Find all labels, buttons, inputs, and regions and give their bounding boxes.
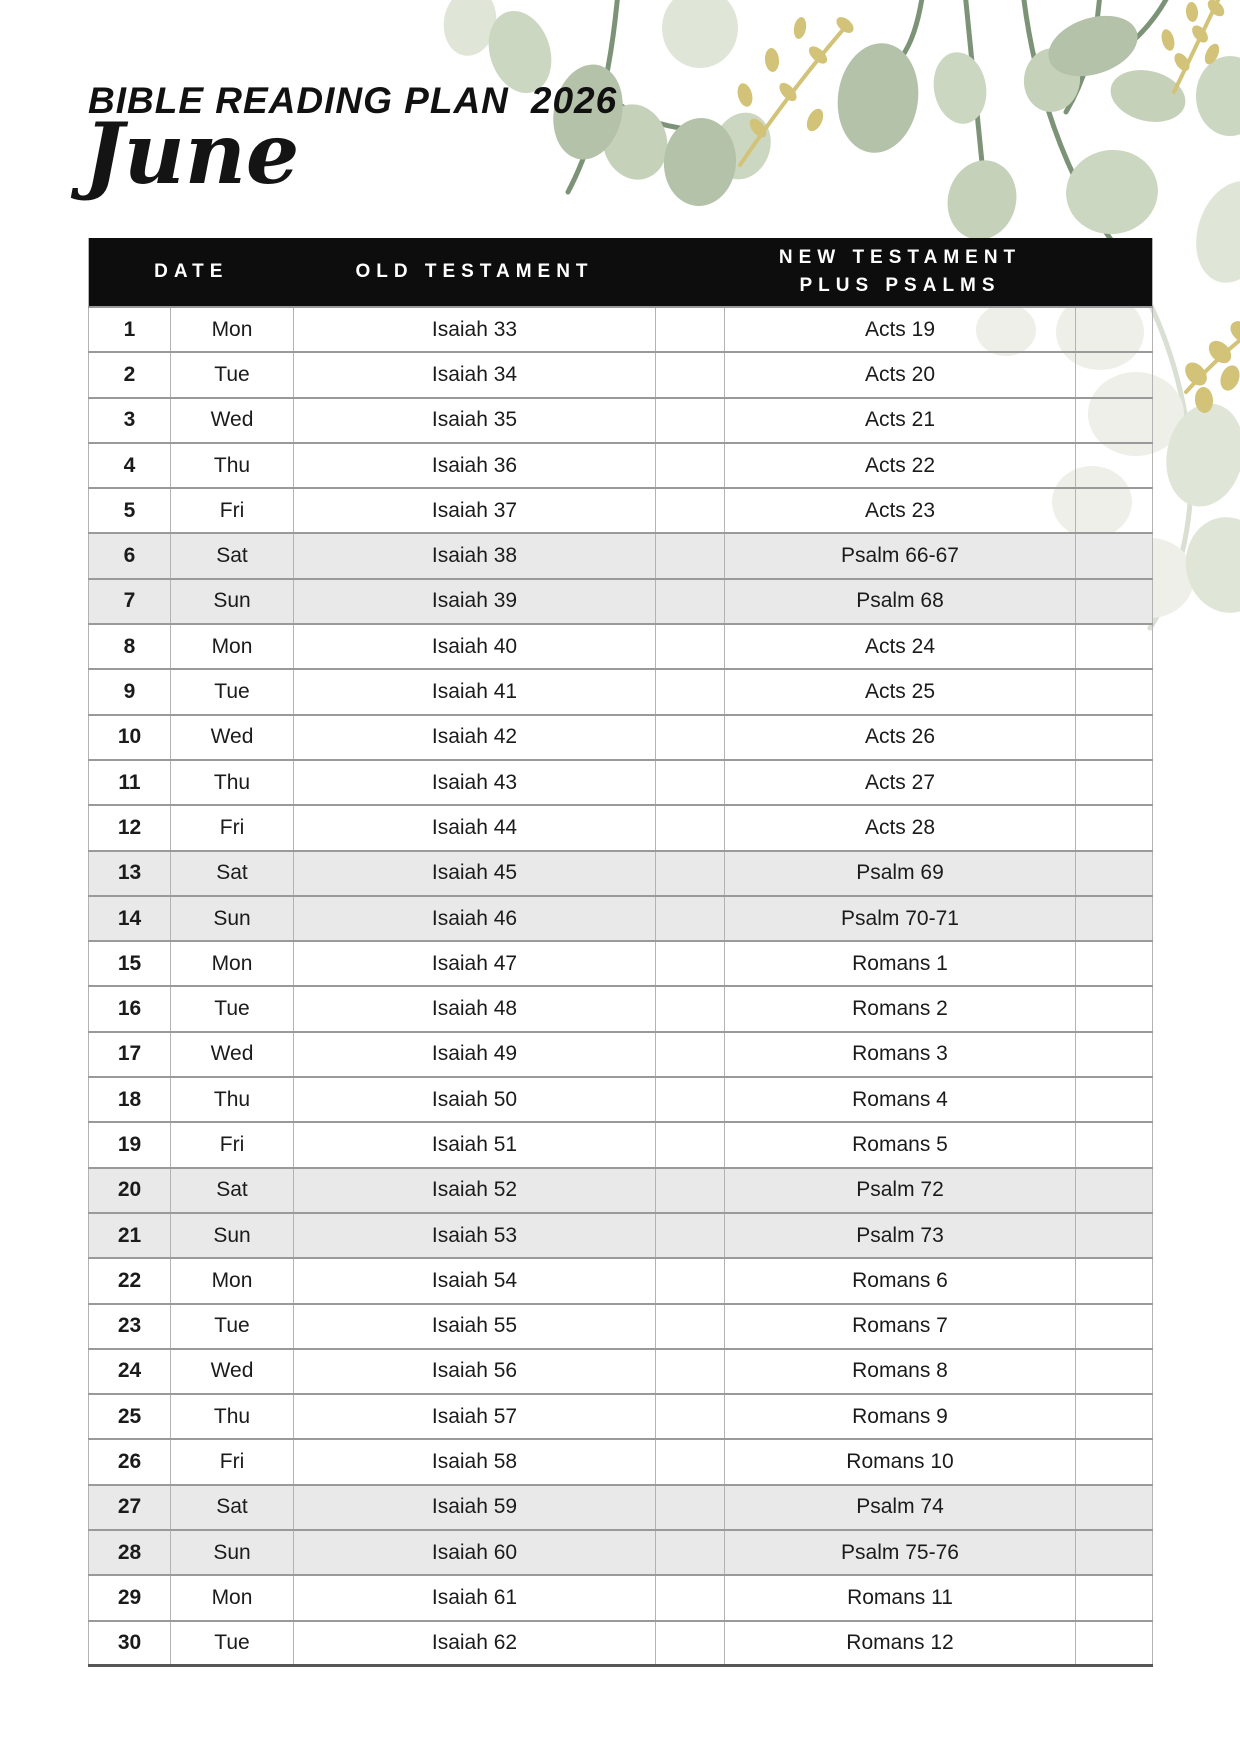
new-testament-cell: Acts 24 xyxy=(725,624,1076,669)
old-testament-cell: Isaiah 57 xyxy=(294,1394,656,1439)
date-cell: 21 xyxy=(89,1213,171,1258)
spacer-cell xyxy=(656,579,725,624)
spacer-cell xyxy=(1076,533,1153,578)
table-row xyxy=(89,1168,1153,1213)
new-testament-cell: Romans 1 xyxy=(725,941,1076,986)
spacer-cell xyxy=(1076,352,1153,397)
new-testament-cell: Acts 28 xyxy=(725,805,1076,850)
old-testament-cell: Isaiah 42 xyxy=(294,715,656,760)
day-cell: Sun xyxy=(171,1530,294,1575)
date-cell: 4 xyxy=(89,443,171,488)
old-testament-cell: Isaiah 36 xyxy=(294,443,656,488)
day-cell: Mon xyxy=(171,624,294,669)
day-cell: Mon xyxy=(171,307,294,352)
spacer-cell xyxy=(656,488,725,533)
date-cell: 24 xyxy=(89,1349,171,1394)
new-testament-cell: Romans 11 xyxy=(725,1575,1076,1620)
new-testament-cell: Psalm 70-71 xyxy=(725,896,1076,941)
new-testament-cell: Psalm 68 xyxy=(725,579,1076,624)
day-cell: Sat xyxy=(171,533,294,578)
new-testament-cell: Romans 2 xyxy=(725,986,1076,1031)
spacer-cell xyxy=(656,1122,725,1167)
table-row xyxy=(89,986,1153,1031)
new-testament-cell: Acts 19 xyxy=(725,307,1076,352)
day-cell: Sun xyxy=(171,579,294,624)
spacer-cell xyxy=(656,398,725,443)
date-cell: 19 xyxy=(89,1122,171,1167)
table-row xyxy=(89,533,1153,578)
spacer-cell xyxy=(656,1575,725,1620)
date-cell: 10 xyxy=(89,715,171,760)
day-cell: Thu xyxy=(171,1394,294,1439)
spacer-cell xyxy=(656,986,725,1031)
spacer-cell xyxy=(656,352,725,397)
date-cell: 2 xyxy=(89,352,171,397)
old-testament-cell: Isaiah 47 xyxy=(294,941,656,986)
table-row xyxy=(89,398,1153,443)
spacer-cell xyxy=(1076,1122,1153,1167)
table-row xyxy=(89,1258,1153,1303)
old-testament-cell: Isaiah 52 xyxy=(294,1168,656,1213)
old-testament-cell: Isaiah 60 xyxy=(294,1530,656,1575)
new-testament-cell: Psalm 75-76 xyxy=(725,1530,1076,1575)
table-row xyxy=(89,805,1153,850)
spacer-cell xyxy=(1076,760,1153,805)
new-testament-cell: Psalm 73 xyxy=(725,1213,1076,1258)
old-testament-cell: Isaiah 35 xyxy=(294,398,656,443)
table-row xyxy=(89,352,1153,397)
table-row xyxy=(89,1122,1153,1167)
new-testament-cell: Acts 21 xyxy=(725,398,1076,443)
old-testament-cell: Isaiah 46 xyxy=(294,896,656,941)
spacer-cell xyxy=(1076,488,1153,533)
new-testament-header-line2: PLUS PSALMS xyxy=(799,275,1001,296)
date-cell: 3 xyxy=(89,398,171,443)
spacer-cell xyxy=(1076,307,1153,352)
spacer-cell xyxy=(1076,669,1153,714)
day-cell: Wed xyxy=(171,1032,294,1077)
new-testament-cell: Romans 3 xyxy=(725,1032,1076,1077)
spacer-cell xyxy=(656,760,725,805)
day-cell: Wed xyxy=(171,715,294,760)
table-row xyxy=(89,1213,1153,1258)
day-cell: Tue xyxy=(171,1621,294,1666)
day-cell: Wed xyxy=(171,398,294,443)
day-cell: Tue xyxy=(171,669,294,714)
new-testament-cell: Romans 12 xyxy=(725,1621,1076,1666)
old-testament-cell: Isaiah 62 xyxy=(294,1621,656,1666)
spacer-cell xyxy=(1076,1530,1153,1575)
day-cell: Wed xyxy=(171,1349,294,1394)
date-cell: 20 xyxy=(89,1168,171,1213)
spacer-cell xyxy=(1076,1394,1153,1439)
spacer-cell xyxy=(1076,1575,1153,1620)
spacer-cell xyxy=(1076,1168,1153,1213)
new-testament-cell: Romans 10 xyxy=(725,1439,1076,1484)
day-cell: Thu xyxy=(171,760,294,805)
day-cell: Sun xyxy=(171,896,294,941)
spacer-cell xyxy=(1076,1304,1153,1349)
day-cell: Fri xyxy=(171,1122,294,1167)
date-cell: 14 xyxy=(89,896,171,941)
new-testament-column-header xyxy=(725,238,1076,307)
table-row xyxy=(89,1439,1153,1484)
date-cell: 29 xyxy=(89,1575,171,1620)
old-testament-cell: Isaiah 41 xyxy=(294,669,656,714)
spacer-cell xyxy=(656,1077,725,1122)
spacer-cell xyxy=(1076,624,1153,669)
table-row xyxy=(89,1485,1153,1530)
new-testament-cell: Romans 5 xyxy=(725,1122,1076,1167)
spacer-cell xyxy=(656,443,725,488)
day-cell: Tue xyxy=(171,1304,294,1349)
old-testament-cell: Isaiah 51 xyxy=(294,1122,656,1167)
day-cell: Tue xyxy=(171,986,294,1031)
spacer-cell xyxy=(656,941,725,986)
old-testament-cell: Isaiah 55 xyxy=(294,1304,656,1349)
date-cell: 13 xyxy=(89,851,171,896)
table-row xyxy=(89,1032,1153,1077)
table-row xyxy=(89,669,1153,714)
date-cell: 1 xyxy=(89,307,171,352)
spacer-cell xyxy=(1076,941,1153,986)
old-testament-cell: Isaiah 38 xyxy=(294,533,656,578)
spacer-cell xyxy=(1076,1213,1153,1258)
spacer-cell xyxy=(656,1304,725,1349)
table-row xyxy=(89,1304,1153,1349)
old-testament-cell: Isaiah 45 xyxy=(294,851,656,896)
date-cell: 5 xyxy=(89,488,171,533)
day-cell: Tue xyxy=(171,352,294,397)
new-testament-cell: Acts 23 xyxy=(725,488,1076,533)
spacer-cell xyxy=(656,715,725,760)
spacer-cell xyxy=(1076,805,1153,850)
new-testament-cell: Acts 22 xyxy=(725,443,1076,488)
table-row xyxy=(89,488,1153,533)
day-cell: Fri xyxy=(171,488,294,533)
new-testament-cell: Romans 7 xyxy=(725,1304,1076,1349)
day-cell: Fri xyxy=(171,1439,294,1484)
spacer-cell xyxy=(656,851,725,896)
old-testament-cell: Isaiah 61 xyxy=(294,1575,656,1620)
table-row xyxy=(89,1349,1153,1394)
table-row xyxy=(89,896,1153,941)
old-testament-cell: Isaiah 49 xyxy=(294,1032,656,1077)
old-testament-cell: Isaiah 33 xyxy=(294,307,656,352)
date-cell: 9 xyxy=(89,669,171,714)
date-cell: 25 xyxy=(89,1394,171,1439)
table-row xyxy=(89,715,1153,760)
date-cell: 27 xyxy=(89,1485,171,1530)
spacer-cell xyxy=(1076,398,1153,443)
table-row xyxy=(89,1530,1153,1575)
table-body xyxy=(89,307,1153,1666)
spacer-cell xyxy=(656,1213,725,1258)
date-cell: 8 xyxy=(89,624,171,669)
spacer-cell xyxy=(1076,1621,1153,1666)
spacer-cell xyxy=(656,1530,725,1575)
day-cell: Thu xyxy=(171,443,294,488)
spacer-cell xyxy=(1076,1077,1153,1122)
day-cell: Sun xyxy=(171,1213,294,1258)
day-cell: Thu xyxy=(171,1077,294,1122)
spacer-cell xyxy=(656,1349,725,1394)
new-testament-cell: Romans 4 xyxy=(725,1077,1076,1122)
table-row xyxy=(89,851,1153,896)
new-testament-cell: Acts 25 xyxy=(725,669,1076,714)
date-cell: 17 xyxy=(89,1032,171,1077)
date-cell: 6 xyxy=(89,533,171,578)
date-column-header: DATE xyxy=(89,238,294,307)
spacer-cell xyxy=(656,896,725,941)
spacer-cell xyxy=(656,624,725,669)
spacer-cell xyxy=(656,669,725,714)
reading-plan-table xyxy=(88,238,1153,1667)
new-testament-cell: Romans 9 xyxy=(725,1394,1076,1439)
spacer-cell xyxy=(1076,896,1153,941)
spacer-cell xyxy=(656,1439,725,1484)
old-testament-cell: Isaiah 39 xyxy=(294,579,656,624)
new-testament-cell: Acts 20 xyxy=(725,352,1076,397)
old-testament-column-header: OLD TESTAMENT xyxy=(294,238,656,307)
new-testament-cell: Acts 27 xyxy=(725,760,1076,805)
spacer-cell xyxy=(1076,1439,1153,1484)
date-cell: 23 xyxy=(89,1304,171,1349)
spacer-cell xyxy=(656,1258,725,1303)
table-row xyxy=(89,760,1153,805)
spacer-cell xyxy=(1076,579,1153,624)
new-testament-header-line1: NEW TESTAMENT xyxy=(778,247,1022,269)
table-row xyxy=(89,1077,1153,1122)
table-header xyxy=(89,238,1153,307)
old-testament-cell: Isaiah 56 xyxy=(294,1349,656,1394)
spacer-cell xyxy=(656,805,725,850)
date-cell: 26 xyxy=(89,1439,171,1484)
old-testament-cell: Isaiah 40 xyxy=(294,624,656,669)
old-testament-cell: Isaiah 48 xyxy=(294,986,656,1031)
month-title: June xyxy=(84,104,300,203)
spacer-cell xyxy=(656,1394,725,1439)
date-cell: 12 xyxy=(89,805,171,850)
new-testament-cell: Acts 26 xyxy=(725,715,1076,760)
table-row xyxy=(89,941,1153,986)
spacer-cell xyxy=(656,1168,725,1213)
old-testament-cell: Isaiah 37 xyxy=(294,488,656,533)
new-testament-cell: Psalm 69 xyxy=(725,851,1076,896)
old-testament-cell: Isaiah 59 xyxy=(294,1485,656,1530)
spacer-cell xyxy=(656,307,725,352)
table-row xyxy=(89,579,1153,624)
day-cell: Sat xyxy=(171,1485,294,1530)
date-cell: 30 xyxy=(89,1621,171,1666)
plan-title: BIBLE READING PLAN xyxy=(88,80,509,121)
table-row xyxy=(89,1575,1153,1620)
date-cell: 16 xyxy=(89,986,171,1031)
spacer-cell xyxy=(1076,986,1153,1031)
spacer-cell xyxy=(1076,1258,1153,1303)
spacer-cell xyxy=(1076,1032,1153,1077)
day-cell: Sat xyxy=(171,851,294,896)
new-testament-cell: Psalm 74 xyxy=(725,1485,1076,1530)
spacer-header xyxy=(1076,238,1153,307)
old-testament-cell: Isaiah 44 xyxy=(294,805,656,850)
new-testament-cell: Psalm 72 xyxy=(725,1168,1076,1213)
day-cell: Sat xyxy=(171,1168,294,1213)
spacer-cell xyxy=(656,1485,725,1530)
date-cell: 15 xyxy=(89,941,171,986)
spacer-cell xyxy=(1076,1349,1153,1394)
table-row xyxy=(89,443,1153,488)
new-testament-cell: Romans 8 xyxy=(725,1349,1076,1394)
day-cell: Fri xyxy=(171,805,294,850)
spacer-cell xyxy=(656,533,725,578)
date-cell: 7 xyxy=(89,579,171,624)
table-row xyxy=(89,1621,1153,1666)
spacer-cell xyxy=(656,1032,725,1077)
date-cell: 18 xyxy=(89,1077,171,1122)
table-row xyxy=(89,624,1153,669)
spacer-cell xyxy=(1076,1485,1153,1530)
day-cell: Mon xyxy=(171,1575,294,1620)
spacer-cell xyxy=(1076,715,1153,760)
day-cell: Mon xyxy=(171,941,294,986)
table-row xyxy=(89,307,1153,352)
spacer-cell xyxy=(1076,851,1153,896)
new-testament-cell: Romans 6 xyxy=(725,1258,1076,1303)
table-row xyxy=(89,1394,1153,1439)
old-testament-cell: Isaiah 43 xyxy=(294,760,656,805)
old-testament-cell: Isaiah 53 xyxy=(294,1213,656,1258)
old-testament-cell: Isaiah 58 xyxy=(294,1439,656,1484)
day-cell: Mon xyxy=(171,1258,294,1303)
spacer-header xyxy=(656,238,725,307)
date-cell: 28 xyxy=(89,1530,171,1575)
date-cell: 22 xyxy=(89,1258,171,1303)
new-testament-cell: Psalm 66-67 xyxy=(725,533,1076,578)
old-testament-cell: Isaiah 50 xyxy=(294,1077,656,1122)
old-testament-cell: Isaiah 34 xyxy=(294,352,656,397)
spacer-cell xyxy=(1076,443,1153,488)
plan-year: 2026 xyxy=(530,80,618,121)
date-cell: 11 xyxy=(89,760,171,805)
spacer-cell xyxy=(656,1621,725,1666)
old-testament-cell: Isaiah 54 xyxy=(294,1258,656,1303)
